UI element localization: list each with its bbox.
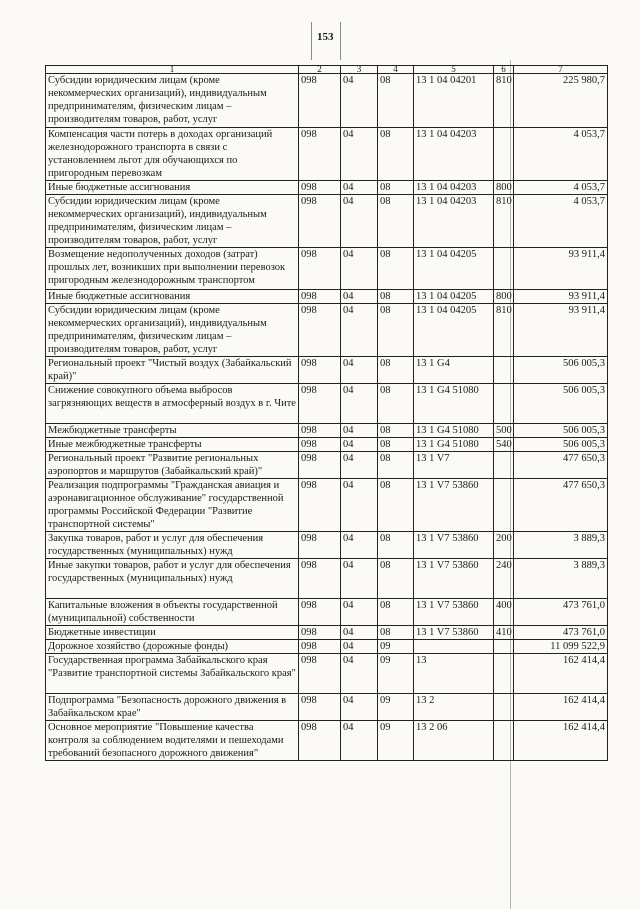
row-section-cell: 04 [341,424,378,438]
col-header-3: 3 [341,66,378,74]
row-grbs-cell: 098 [299,181,341,195]
row-section-cell: 04 [341,290,378,304]
col-header-4: 4 [378,66,414,74]
row-section-cell: 04 [341,626,378,640]
row-subsection-cell: 08 [378,357,414,384]
row-subsection-cell: 08 [378,74,414,128]
table-row [46,452,608,479]
row-name-cell: Закупка товаров, работ и услуг для обеспечения государственных (муниципальных) нужд [46,532,299,559]
table-row [46,74,608,128]
table-row [46,694,608,721]
row-amount-cell: 162 414,4 [514,721,608,761]
row-target-article-cell: 13 1 04 04201 [414,74,494,128]
page-number: 153 [317,31,334,43]
row-expense-type-cell: 800 [494,290,514,304]
row-grbs-cell: 098 [299,640,341,654]
row-name-cell: Подпрограмма "Безопасность дорожного движения в Забайкальском крае" [46,694,299,721]
row-section-cell: 04 [341,599,378,626]
row-expense-type-cell: 810 [494,304,514,357]
row-grbs-cell: 098 [299,626,341,640]
row-grbs-cell: 098 [299,384,341,424]
row-subsection-cell: 08 [378,532,414,559]
row-subsection-cell: 08 [378,438,414,452]
row-subsection-cell: 08 [378,479,414,532]
row-section-cell: 04 [341,654,378,694]
row-expense-type-cell: 810 [494,74,514,128]
row-expense-type-cell [494,248,514,290]
table-row [46,181,608,195]
row-name-cell: Иные бюджетные ассигнования [46,181,299,195]
table-row [46,626,608,640]
row-name-cell: Иные закупки товаров, работ и услуг для обеспечения государственных (муниципальных) нужд [46,559,299,599]
row-grbs-cell: 098 [299,452,341,479]
row-subsection-cell: 08 [378,290,414,304]
row-section-cell: 04 [341,559,378,599]
row-name-cell: Реализация подпрограммы "Гражданская авиация и аэронавигационное обслуживание" государственной программы Российской Федерации "Развитие транспортной системы" [46,479,299,532]
row-subsection-cell: 08 [378,424,414,438]
row-section-cell: 04 [341,248,378,290]
row-subsection-cell: 08 [378,452,414,479]
col-header-6: 6 [494,66,514,74]
row-grbs-cell: 098 [299,128,341,181]
row-name-cell: Субсидии юридическим лицам (кроме некоммерческих организаций), индивидуальным предпринимателям, физическим лицам – производителям товаров, работ, услуг [46,74,299,128]
row-expense-type-cell: 500 [494,424,514,438]
row-target-article-cell: 13 1 G4 [414,357,494,384]
row-name-cell: Капитальные вложения в объекты государственной (муниципальной) собственности [46,599,299,626]
row-subsection-cell: 08 [378,599,414,626]
row-section-cell: 04 [341,384,378,424]
row-expense-type-cell [494,357,514,384]
row-target-article-cell: 13 [414,654,494,694]
row-subsection-cell: 08 [378,128,414,181]
row-amount-cell: 506 005,3 [514,384,608,424]
scan-artifact-line [311,22,312,60]
row-grbs-cell: 098 [299,74,341,128]
row-amount-cell: 4 053,7 [514,181,608,195]
row-name-cell: Иные межбюджетные трансферты [46,438,299,452]
row-subsection-cell: 08 [378,304,414,357]
row-section-cell: 04 [341,452,378,479]
table-row [46,479,608,532]
table-row [46,599,608,626]
row-target-article-cell: 13 1 V7 53860 [414,626,494,640]
row-target-article-cell: 13 1 04 04203 [414,128,494,181]
row-grbs-cell: 098 [299,532,341,559]
table-body [46,74,608,761]
row-amount-cell: 11 099 522,9 [514,640,608,654]
row-grbs-cell: 098 [299,559,341,599]
row-target-article-cell: 13 1 V7 53860 [414,532,494,559]
row-grbs-cell: 098 [299,438,341,452]
row-name-cell: Государственная программа Забайкальского края "Развитие транспортной системы Забайкальского края" [46,654,299,694]
row-amount-cell: 477 650,3 [514,479,608,532]
row-grbs-cell: 098 [299,721,341,761]
table-row [46,195,608,248]
row-amount-cell: 477 650,3 [514,452,608,479]
row-expense-type-cell: 400 [494,599,514,626]
row-expense-type-cell [494,654,514,694]
row-target-article-cell: 13 1 04 04203 [414,195,494,248]
row-amount-cell: 162 414,4 [514,694,608,721]
row-target-article-cell: 13 2 [414,694,494,721]
row-subsection-cell: 09 [378,654,414,694]
row-name-cell: Бюджетные инвестиции [46,626,299,640]
row-grbs-cell: 098 [299,654,341,694]
row-expense-type-cell [494,452,514,479]
row-expense-type-cell: 800 [494,181,514,195]
row-section-cell: 04 [341,195,378,248]
row-section-cell: 04 [341,532,378,559]
row-target-article-cell: 13 1 04 04205 [414,290,494,304]
row-expense-type-cell [494,721,514,761]
row-amount-cell: 473 761,0 [514,626,608,640]
table-row [46,248,608,290]
row-expense-type-cell [494,640,514,654]
row-amount-cell: 506 005,3 [514,357,608,384]
budget-table [45,65,608,761]
row-name-cell: Основное мероприятие "Повышение качества контроля за соблюдением водителями и пешеходами требований безопасного дорожного движения" [46,721,299,761]
row-target-article-cell: 13 1 04 04205 [414,248,494,290]
row-subsection-cell: 08 [378,248,414,290]
row-subsection-cell: 08 [378,559,414,599]
row-name-cell: Субсидии юридическим лицам (кроме некоммерческих организаций), индивидуальным предпринимателям, физическим лицам – производителям товаров, работ, услуг [46,195,299,248]
row-section-cell: 04 [341,721,378,761]
row-target-article-cell: 13 1 G4 51080 [414,424,494,438]
row-target-article-cell: 13 1 V7 [414,452,494,479]
row-subsection-cell: 09 [378,640,414,654]
table-row [46,654,608,694]
row-grbs-cell: 098 [299,290,341,304]
row-target-article-cell: 13 1 V7 53860 [414,479,494,532]
row-section-cell: 04 [341,181,378,195]
row-amount-cell: 93 911,4 [514,290,608,304]
row-name-cell: Возмещение недополученных доходов (затрат) прошлых лет, возникших при выполнении перевозок пригородным железнодорожным транспортом [46,248,299,290]
header-row [46,66,608,74]
row-target-article-cell: 13 1 G4 51080 [414,384,494,424]
row-name-cell: Иные бюджетные ассигнования [46,290,299,304]
table-row [46,424,608,438]
row-subsection-cell: 08 [378,626,414,640]
row-subsection-cell: 09 [378,721,414,761]
row-name-cell: Дорожное хозяйство (дорожные фонды) [46,640,299,654]
row-section-cell: 04 [341,694,378,721]
row-subsection-cell: 09 [378,694,414,721]
row-expense-type-cell: 540 [494,438,514,452]
row-amount-cell: 4 053,7 [514,195,608,248]
scan-artifact-line [340,22,341,60]
table-row [46,532,608,559]
col-header-2: 2 [299,66,341,74]
row-name-cell: Субсидии юридическим лицам (кроме некоммерческих организаций), индивидуальным предпринимателям, физическим лицам – производителям товаров, работ, услуг [46,304,299,357]
row-target-article-cell: 13 1 04 04205 [414,304,494,357]
row-grbs-cell: 098 [299,304,341,357]
table-row [46,290,608,304]
row-grbs-cell: 098 [299,479,341,532]
row-section-cell: 04 [341,74,378,128]
row-target-article-cell: 13 1 V7 53860 [414,559,494,599]
row-subsection-cell: 08 [378,195,414,248]
row-target-article-cell [414,640,494,654]
row-grbs-cell: 098 [299,195,341,248]
row-expense-type-cell: 240 [494,559,514,599]
row-subsection-cell: 08 [378,181,414,195]
row-amount-cell: 93 911,4 [514,304,608,357]
row-name-cell: Региональный проект "Чистый воздух (Забайкальский край)" [46,357,299,384]
table-row [46,357,608,384]
table-row [46,128,608,181]
row-name-cell: Межбюджетные трансферты [46,424,299,438]
table-row [46,721,608,761]
row-expense-type-cell [494,479,514,532]
row-subsection-cell: 08 [378,384,414,424]
row-amount-cell: 473 761,0 [514,599,608,626]
table-row [46,640,608,654]
row-amount-cell: 162 414,4 [514,654,608,694]
row-target-article-cell: 13 1 G4 51080 [414,438,494,452]
row-name-cell: Компенсация части потерь в доходах организаций железнодорожного транспорта в связи с установлением льгот для обучающихся по пригородным перевозкам [46,128,299,181]
table-row [46,384,608,424]
row-amount-cell: 506 005,3 [514,438,608,452]
row-name-cell: Региональный проект "Развитие региональных аэропортов и маршрутов (Забайкальский край)" [46,452,299,479]
row-amount-cell: 3 889,3 [514,559,608,599]
row-section-cell: 04 [341,479,378,532]
col-header-7: 7 [514,66,608,74]
row-expense-type-cell [494,384,514,424]
row-expense-type-cell: 410 [494,626,514,640]
row-amount-cell: 93 911,4 [514,248,608,290]
row-grbs-cell: 098 [299,424,341,438]
row-grbs-cell: 098 [299,248,341,290]
row-section-cell: 04 [341,128,378,181]
table-row [46,438,608,452]
row-name-cell: Снижение совокупного объема выбросов загрязняющих веществ в атмосферный воздух в г. Чите [46,384,299,424]
row-grbs-cell: 098 [299,357,341,384]
col-header-1: 1 [46,66,299,74]
row-expense-type-cell: 810 [494,195,514,248]
row-amount-cell: 3 889,3 [514,532,608,559]
row-expense-type-cell [494,694,514,721]
table-row [46,559,608,599]
table-row [46,304,608,357]
row-target-article-cell: 13 1 V7 53860 [414,599,494,626]
row-section-cell: 04 [341,640,378,654]
row-amount-cell: 506 005,3 [514,424,608,438]
row-grbs-cell: 098 [299,694,341,721]
row-target-article-cell: 13 2 06 [414,721,494,761]
row-target-article-cell: 13 1 04 04203 [414,181,494,195]
row-amount-cell: 225 980,7 [514,74,608,128]
row-expense-type-cell [494,128,514,181]
row-grbs-cell: 098 [299,599,341,626]
row-section-cell: 04 [341,438,378,452]
row-expense-type-cell: 200 [494,532,514,559]
row-section-cell: 04 [341,357,378,384]
row-section-cell: 04 [341,304,378,357]
row-amount-cell: 4 053,7 [514,128,608,181]
col-header-5: 5 [414,66,494,74]
